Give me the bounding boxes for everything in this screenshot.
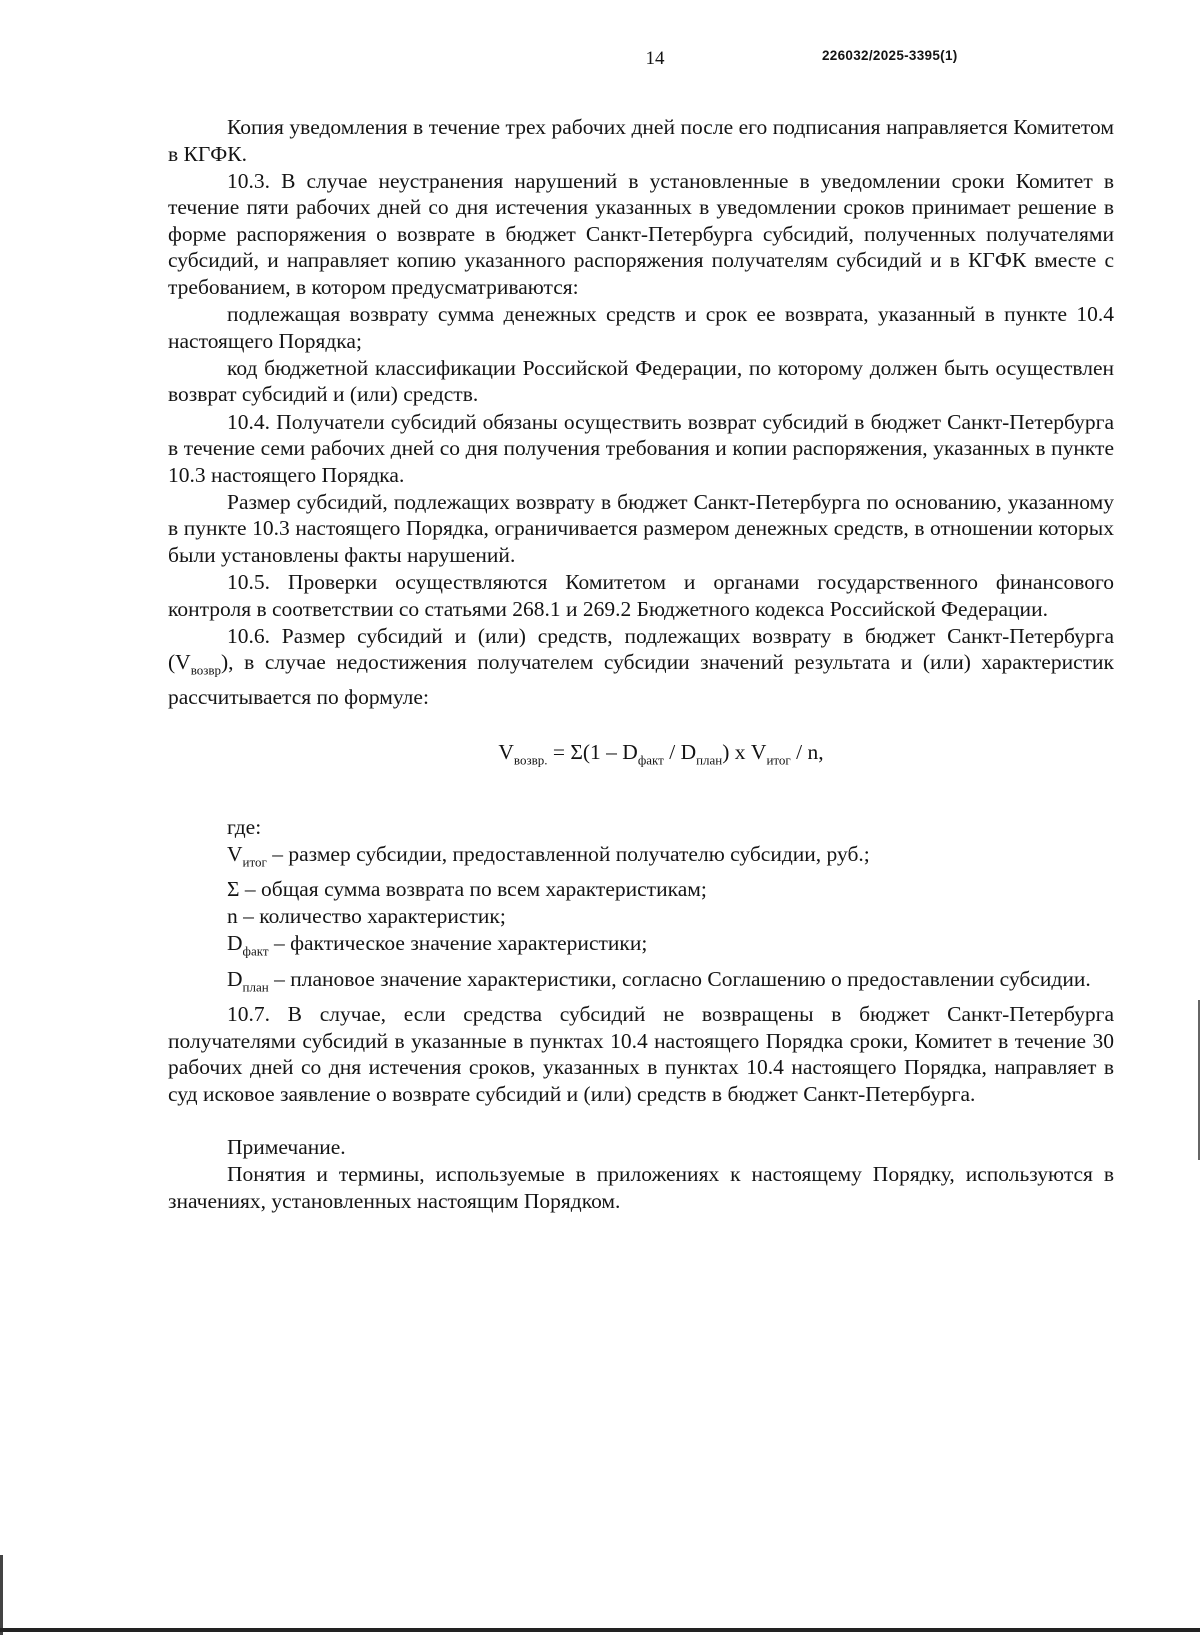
- symbol: V: [227, 841, 243, 866]
- paragraph-budget-code: код бюджетной классификации Российской Федерации, по которому должен быть осуществлен возврат субсидий и (или) средств.: [168, 355, 1114, 407]
- definition-sigma: Σ – общая сумма возврата по всем характеристикам;: [227, 877, 707, 902]
- scan-edge-line: [0, 1628, 1200, 1632]
- formula-symbol: V: [498, 739, 514, 764]
- subscript: итог: [242, 854, 267, 870]
- definition-v-itog: [168, 841, 1114, 876]
- document-id: 226032/2025-3395(1): [822, 48, 958, 63]
- subscript: возвр: [190, 662, 222, 678]
- formula-segment: = Σ(1 – D: [547, 739, 638, 764]
- text-segment: 10.6. Размер субсидий и (или) средств, подлежащих возврату в бюджет Санкт-Петербурга (V: [168, 623, 1114, 675]
- scan-artifact: [0, 1555, 3, 1635]
- paragraph-notice-copy: Копия уведомления в течение трех рабочих дней после его подписания направляется Комитетом в КГФК.: [168, 115, 1114, 166]
- formula-subscript: план: [696, 752, 723, 768]
- definition-text: – фактическое значение характеристики;: [268, 931, 648, 956]
- symbol: D: [227, 931, 243, 956]
- paragraph-10-6: [168, 623, 1114, 711]
- formula-segment: / D: [663, 739, 697, 764]
- subscript: факт: [242, 943, 269, 959]
- document-body: [168, 114, 1114, 1215]
- definition-text: – размер субсидии, предоставленной получателю субсидии, руб.;: [266, 841, 870, 866]
- formula-subscript: итог: [766, 752, 791, 768]
- formula-segment: ) х V: [722, 739, 767, 764]
- spacer: [168, 1108, 1114, 1134]
- text-segment: ), в случае недостижения получателем субсидии значений результата и (или) характеристик рассчитывается по формуле:: [168, 650, 1114, 710]
- definition-d-fakt: [168, 930, 1114, 965]
- formula-subscript: возвр.: [513, 752, 548, 768]
- definition-d-plan: [168, 966, 1114, 1001]
- paragraph-return-amount: подлежащая возврату сумма денежных средств и срок ее возврата, указанный в пункте 10.4 настоящего Порядка;: [168, 302, 1114, 353]
- paragraph-10-4: 10.4. Получатели субсидий обязаны осуществить возврат субсидий в бюджет Санкт-Петербурга в течение семи рабочих дней со дня получения требования и копии распоряжения, указанных в пункте 10.3 настоящего Порядка.: [168, 409, 1114, 487]
- where-label: где:: [227, 814, 262, 839]
- formula-subscript: факт: [637, 752, 664, 768]
- definition-n: n – количество характеристик;: [227, 904, 506, 929]
- formula: [168, 739, 1114, 774]
- note-text: Понятия и термины, используемые в приложениях к настоящему Порядку, используются в значениях, установленных настоящим Порядком.: [168, 1162, 1114, 1213]
- paragraph-10-3: 10.3. В случае неустранения нарушений в установленные в уведомлении сроки Комитет в течение пяти рабочих дней со дня истечения указанных в уведомлении сроков принимает решение в форме распоряжения о возврате в бюджет Санкт-Петербурга субсидий, полученных получателями субсидий, и направляет копию указанного распоряжения получателям субсидий и в КГФК вместе с требованием, в котором предусматриваются:: [168, 168, 1114, 300]
- page-number: 14: [645, 48, 665, 69]
- paragraph-10-5: 10.5. Проверки осуществляются Комитетом и органами государственного финансового контроля в соответствии со статьями 268.1 и 269.2 Бюджетного кодекса Российской Федерации.: [168, 570, 1114, 621]
- paragraph-subsidy-limit: Размер субсидий, подлежащих возврату в бюджет Санкт-Петербурга по основанию, указанному в пункте 10.3 настоящего Порядка, ограничивается размером денежных средств, в отношении которых были установлены факты нарушений.: [168, 489, 1114, 567]
- subscript: план: [242, 979, 269, 995]
- formula-segment: / n,: [790, 739, 824, 764]
- symbol: D: [227, 966, 243, 991]
- paragraph-10-7: 10.7. В случае, если средства субсидий не возвращены в бюджет Санкт-Петербурга получателями субсидий в указанные в пунктах 10.4 настоящего Порядка сроки, Комитет в течение 30 рабочих дней со дня истечения сроков, указанных в пунктах 10.4 настоящего Порядка, направляет в суд исковое заявление о возврате субсидий и (или) средств в бюджет Санкт-Петербурга.: [168, 1002, 1114, 1106]
- note-title: Примечание.: [227, 1135, 346, 1160]
- definition-text: – плановое значение характеристики, согласно Соглашению о предоставлении субсидии.: [268, 966, 1091, 991]
